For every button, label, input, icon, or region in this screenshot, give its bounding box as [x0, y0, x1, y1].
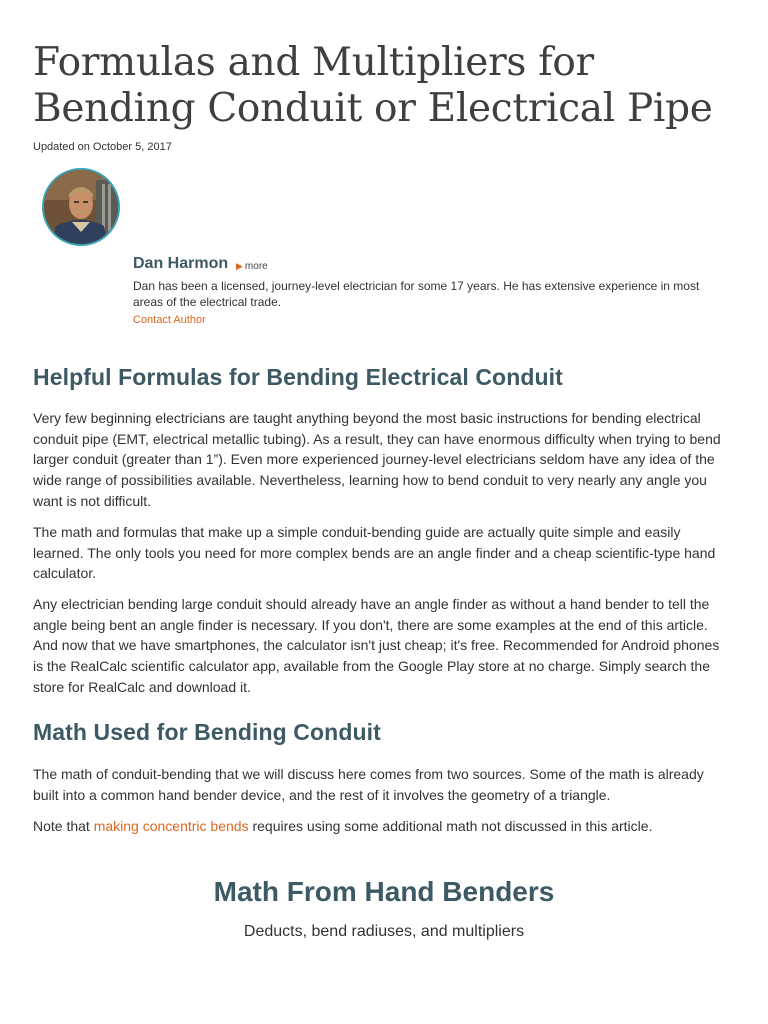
author-avatar[interactable]: [42, 168, 120, 246]
paragraph: The math and formulas that make up a simple conduit-bending guide are actually quite simple and easily learned. The only tools you need for more complex bends are an angle finder and a cheap scientific-type hand calculator.: [33, 524, 716, 582]
concentric-bends-link[interactable]: making concentric bends: [93, 818, 249, 834]
more-label: more: [244, 261, 268, 272]
text-run: requires using some additional math not discussed in this article.: [248, 818, 653, 834]
author-more-link[interactable]: [236, 261, 268, 272]
section-heading-hand-benders: Math From Hand Benders: [213, 876, 555, 907]
author-bio: Dan has been a licensed, journey-level electrician for some 17 years. He has extensive experience in most areas of the electrical trade.: [133, 279, 700, 309]
article-title: Formulas and Multipliers for Bending Conduit or Electrical Pipe: [33, 40, 713, 131]
text-run: Note that: [33, 818, 94, 834]
section-heading-helpful: Helpful Formulas for Bending Electrical Conduit: [33, 364, 563, 390]
paragraph: The math of conduit-bending that we will discuss here comes from two sources. Some of the math is already built into a common hand bender device, and the rest of it involves the geometry of a triangle.: [33, 766, 704, 803]
updated-date: Updated on October 5, 2017: [33, 141, 172, 153]
contact-author-link[interactable]: Contact Author: [133, 314, 206, 326]
author-photo: [44, 170, 118, 244]
paragraph: [33, 816, 733, 837]
author-name-link[interactable]: Dan Harmon: [133, 255, 229, 272]
caret-right-icon: ▶: [236, 261, 243, 271]
paragraph: Any electrician bending large conduit should already have an angle finder as without a hand bender to tell the angle being bent an angle finder is necessary. If you don't, there are some examples at the end of this article. And now that we have smartphones, the calculator isn't just cheap; it's free. Recommended for Android phones is the RealCalc scientific calculator app, available from the Google Play store at no charge. Simply search the store for RealCalc and download it.: [33, 596, 720, 695]
section-heading-math: Math Used for Bending Conduit: [33, 719, 381, 745]
paragraph: Very few beginning electricians are taught anything beyond the most basic instructions for bending electrical conduit pipe (EMT, electrical metallic tubing). As a result, they can have enormous difficulty when trying to bend larger conduit (greater than 1”). Even more experienced journey-level electricians seldom have any idea of the wide range of possibilities available. Nevertheless, learning how to bend conduit to very nearly any angle you want is not difficult.: [33, 410, 721, 509]
section-subtitle: Deducts, bend radiuses, and multipliers: [243, 923, 525, 940]
